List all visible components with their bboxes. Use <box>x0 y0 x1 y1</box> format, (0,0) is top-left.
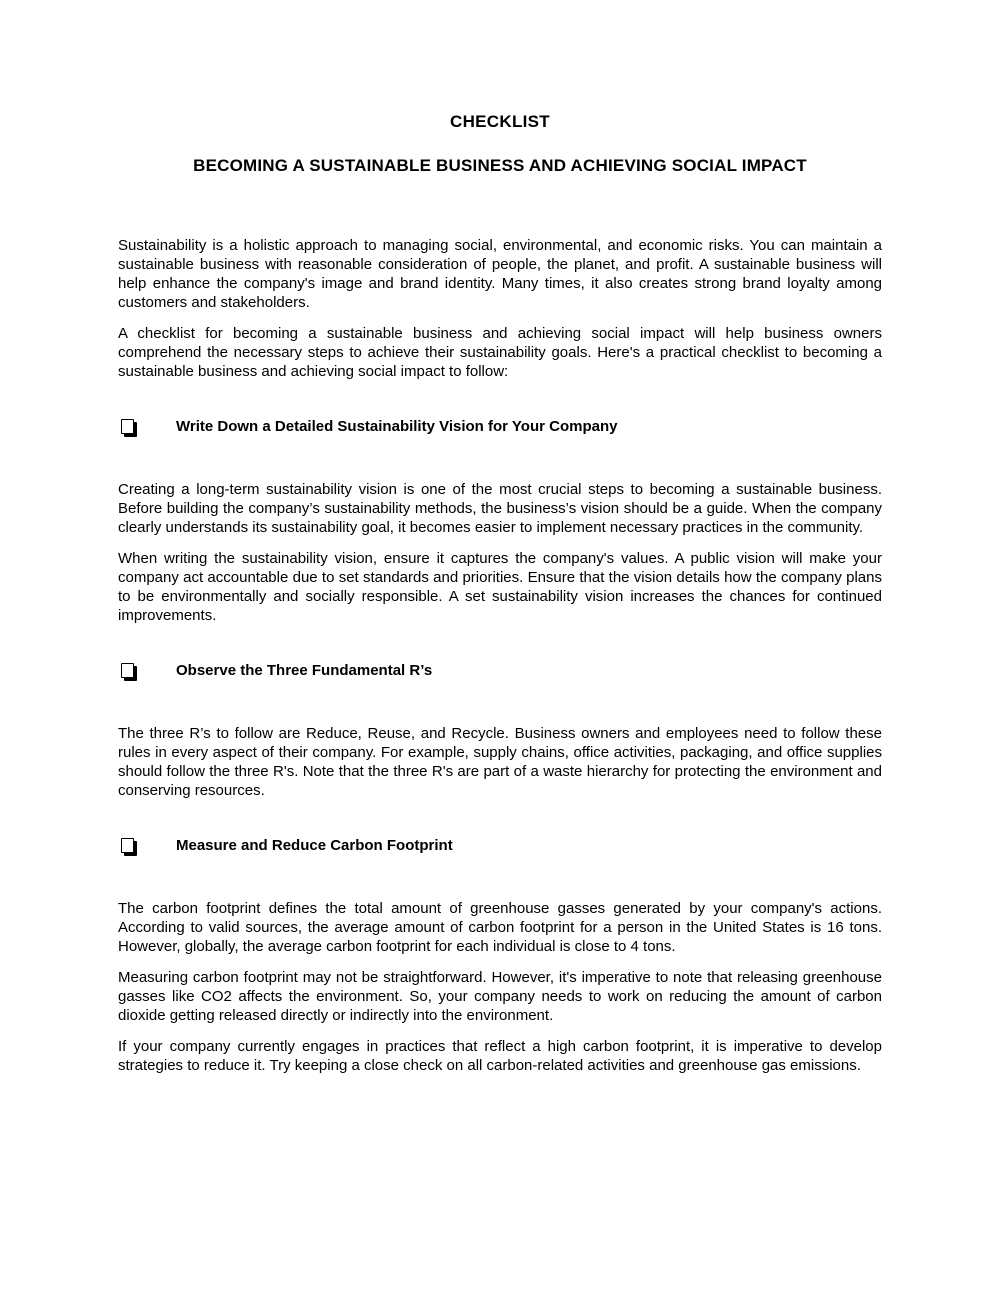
checkbox-icon[interactable] <box>121 663 134 678</box>
checklist-item-3-title: Measure and Reduce Carbon Footprint <box>176 837 453 854</box>
checklist-item-2 <box>118 661 882 680</box>
checklist-item-2-title: Observe the Three Fundamental R’s <box>176 662 433 679</box>
checkbox-icon[interactable] <box>121 419 134 434</box>
document-title: CHECKLIST <box>450 112 550 131</box>
checklist-item-1-paragraph-1: Creating a long-term sustainability vision is one of the most crucial steps to becoming a sustainable business. Before building the company’s sustainability methods, the business’s vision should be a guide. When the company clearly understands its sustainability goal, it becomes easier to implement necessary practices in the community. <box>118 481 882 536</box>
document-subtitle: BECOMING A SUSTAINABLE BUSINESS AND ACHIEVING SOCIAL IMPACT <box>193 156 807 175</box>
intro-paragraph-1: Sustainability is a holistic approach to managing social, environmental, and economic risks. You can maintain a sustainable business with reasonable consideration of people, the planet, and profit. A sustainable business will help enhance the company's image and brand identity. Many times, it also creates strong brand loyalty among customers and stakeholders. <box>118 237 882 311</box>
checklist-item-3-paragraph-3: If your company currently engages in practices that reflect a high carbon footprint, it is imperative to develop strategies to reduce it. Try keeping a close check on all carbon-related activities and greenhouse gas emissions. <box>118 1038 882 1074</box>
checklist-item-1-title: Write Down a Detailed Sustainability Vision for Your Company <box>176 418 618 435</box>
checklist-item-3-paragraph-1: The carbon footprint defines the total amount of greenhouse gasses generated by your company's actions. According to valid sources, the average amount of carbon footprint for a person in the United States is 16 tons. However, globally, the average carbon footprint for each individual is close to 4 tons. <box>118 900 882 955</box>
checklist-item-3 <box>118 836 882 855</box>
intro-paragraph-2: A checklist for becoming a sustainable business and achieving social impact will help business owners comprehend the necessary steps to achieve their sustainability goals. Here's a practical checklist to becoming a sustainable business and achieving social impact to follow: <box>118 325 882 380</box>
checkbox-icon[interactable] <box>121 838 134 853</box>
checklist-item-2-paragraph-1: The three R’s to follow are Reduce, Reuse, and Recycle. Business owners and employees need to follow these rules in every aspect of their company. For example, supply chains, office activities, packaging, and office supplies should follow the three R's. Note that the three R's are part of a waste hierarchy for protecting the environment and conserving resources. <box>118 725 882 799</box>
checklist-item-1 <box>118 417 882 436</box>
checklist-item-3-paragraph-2: Measuring carbon footprint may not be straightforward. However, it's imperative to note that releasing greenhouse gasses like CO2 affects the environment. So, your company needs to work on reducing the amount of carbon dioxide getting released directly or indirectly into the environment. <box>118 969 882 1024</box>
checklist-item-1-paragraph-2: When writing the sustainability vision, ensure it captures the company's values. A public vision will make your company act accountable due to set standards and priorities. Ensure that the vision details how the company plans to be environmentally and socially responsible. A set sustainability vision increases the chances for continued improvements. <box>118 550 882 624</box>
